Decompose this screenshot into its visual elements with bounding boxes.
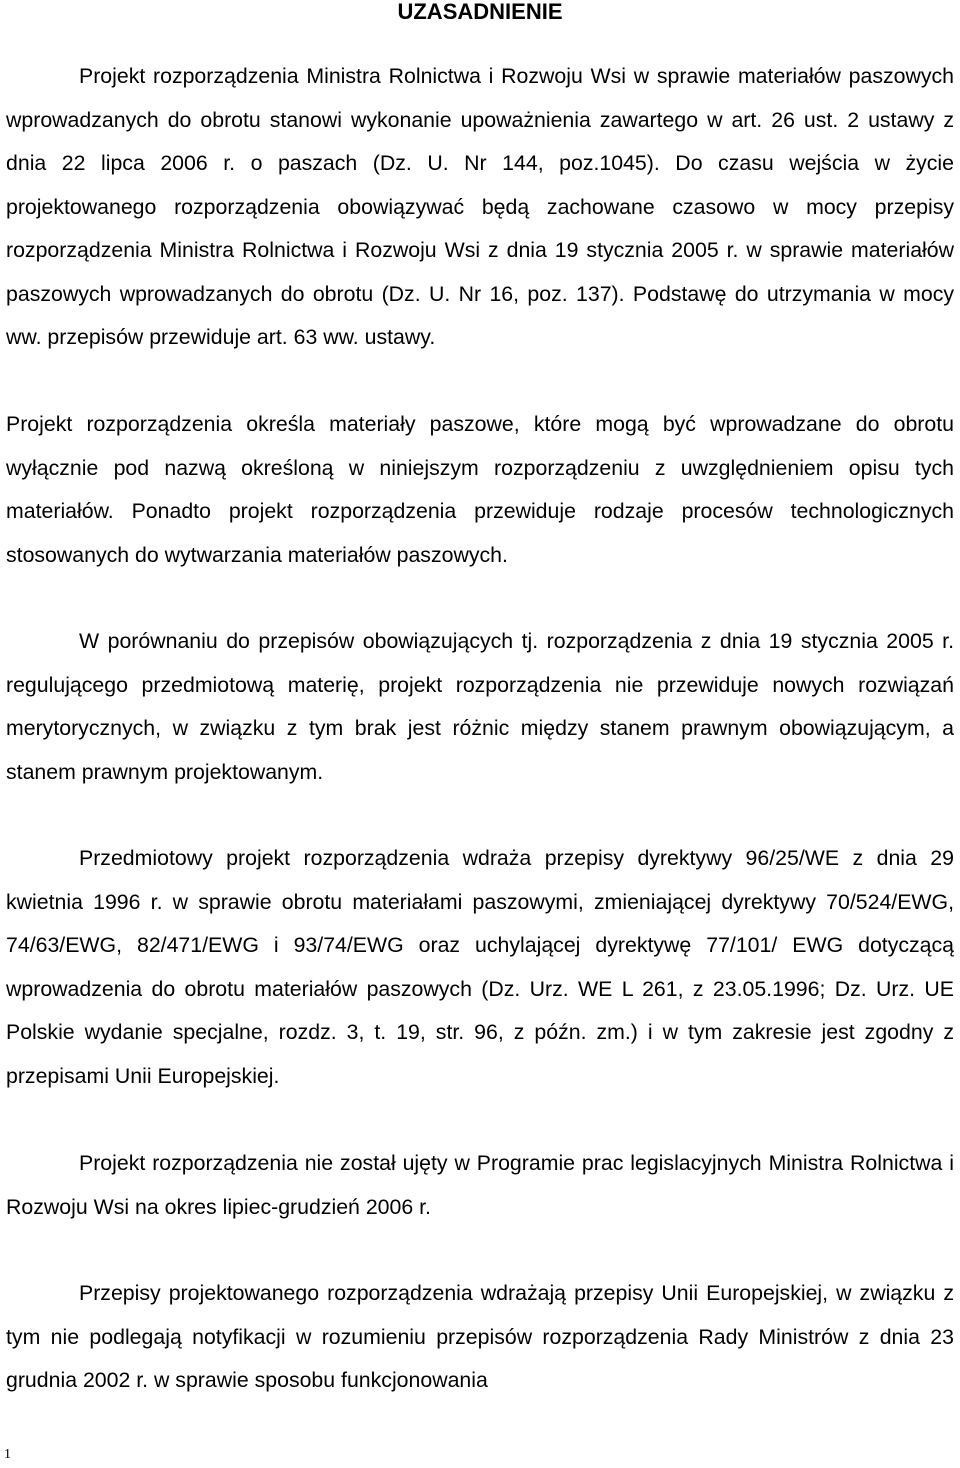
paragraph-legal-basis: Projekt rozporządzenia Ministra Rolnictwa i Rozwoju Wsi w sprawie materiałów paszowych wprowadzanych do obrotu stanowi wykonanie upoważnienia zawartego w art. 26 ust. 2 ustawy z dnia 22 lipca 2006 r. o paszach (Dz. U. Nr 144, poz.1045). Do czasu wejścia w życie projektowanego rozporządzenia obowiązywać będą zachowane czasowo w mocy przepisy rozporządzenia Ministra Rolnictwa i Rozwoju Wsi z dnia 19 stycznia 2005 r. w sprawie materiałów paszowych wprowadzanych do obrotu (Dz. U. Nr 16, poz. 137). Podstawę do utrzymania w mocy ww. przepisów przewiduje art. 63 ww. ustawy.	[6, 64, 954, 349]
paragraph-legislative-program: Projekt rozporządzenia nie został ujęty w Programie prac legislacyjnych Ministra Rolnictwa i Rozwoju Wsi na okres lipiec-grudzień 2006 r.	[6, 1151, 954, 1219]
paragraph-scope: Projekt rozporządzenia określa materiały paszowe, które mogą być wprowadzane do obrotu wyłącznie pod nazwą określoną w niniejszym rozporządzeniu z uwzględnieniem opisu tych materiałów. Ponadto projekt rozporządzenia przewiduje rodzaje procesów technologicznych stosowanych do wytwarzania materiałów paszowych.	[6, 412, 954, 567]
document-title: UZASADNIENIE	[397, 0, 563, 24]
page-number: 1	[4, 1447, 11, 1462]
paragraph-eu-directive: Przedmiotowy projekt rozporządzenia wdraża przepisy dyrektywy 96/25/WE z dnia 29 kwietnia 1996 r. w sprawie obrotu materiałami paszowymi, zmieniającej dyrektywy 70/524/EWG, 74/63/EWG, 82/471/EWG i 93/74/EWG oraz uchylającej dyrektywę 77/101/ EWG dotyczącą wprowadzenia do obrotu materiałów paszowych (Dz. Urz. WE L 261, z 23.05.1996; Dz. Urz. UE Polskie wydanie specjalne, rozdz. 3, t. 19, str. 96, z późn. zm.) i w tym zakresie jest zgodny z przepisami Unii Europejskiej.	[6, 846, 954, 1088]
paragraph-notification: Przepisy projektowanego rozporządzenia wdrażają przepisy Unii Europejskiej, w związku z tym nie podlegają notyfikacji w rozumieniu przepisów rozporządzenia Rady Ministrów z dnia 23 grudnia 2002 r. w sprawie sposobu funkcjonowania	[6, 1281, 954, 1392]
paragraph-comparison: W porównaniu do przepisów obowiązujących tj. rozporządzenia z dnia 19 stycznia 2005 r. regulującego przedmiotową materię, projekt rozporządzenia nie przewiduje nowych rozwiązań merytorycznych, w związku z tym brak jest różnic między stanem prawnym obowiązującym, a stanem prawnym projektowanym.	[6, 629, 954, 784]
